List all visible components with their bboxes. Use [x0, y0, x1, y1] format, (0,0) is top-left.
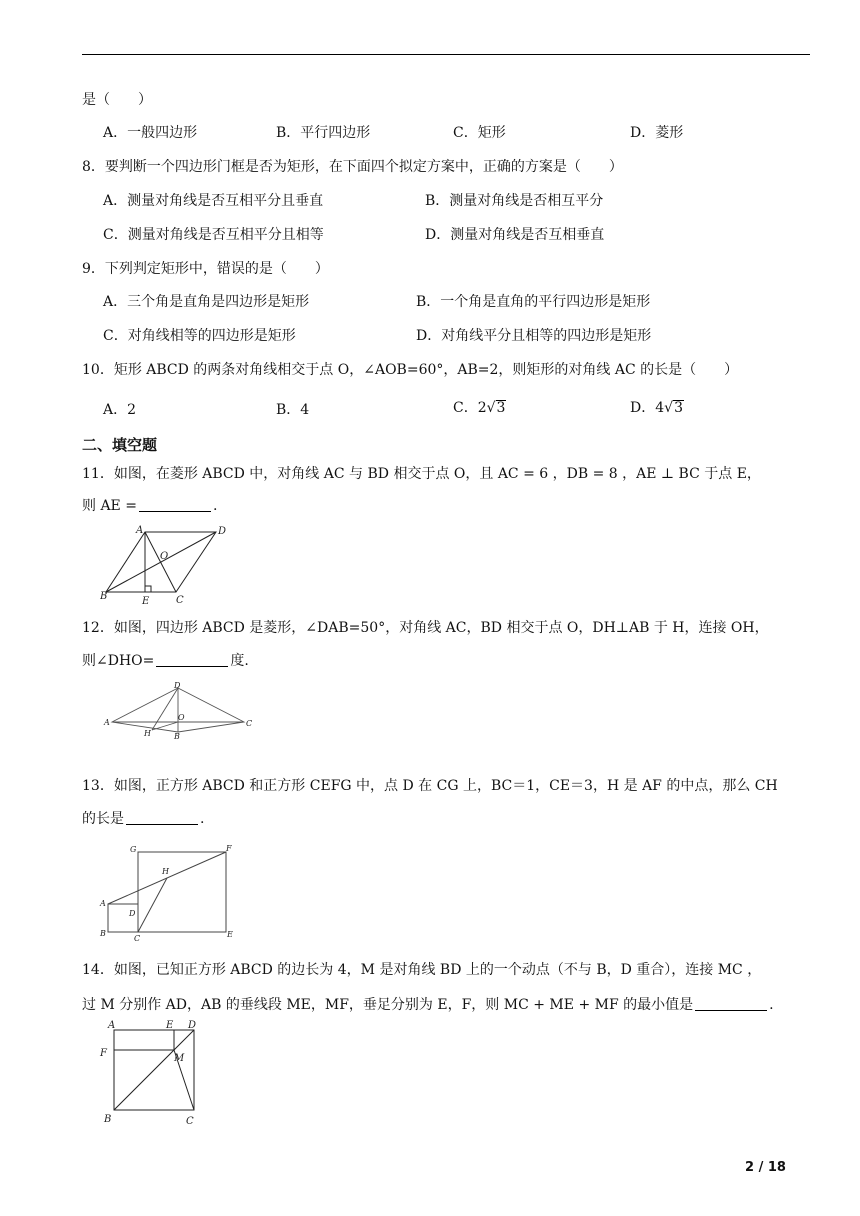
q13-answer-blank [126, 810, 198, 825]
q9-option-a: A．三个角是直角是四边形是矩形 [103, 294, 310, 310]
q9-option-c: C．对角线相等的四边形是矩形 [103, 328, 296, 344]
q14-diagonal-bd [114, 1030, 194, 1110]
q10-option-d: D．4√3 [630, 400, 683, 416]
q10-stem: 10．矩形 ABCD 的两条对角线相交于点 O，∠AOB=60°，AB=2，则矩形的对角线 AC 的长是（ ） [82, 362, 739, 378]
q14-line1: 14．如图，已知正方形 ABCD 的边长为 4，M 是对角线 BD 上的一个动点（不与 B，D 重合），连接 MC ， [82, 962, 762, 978]
q13-figure [96, 840, 246, 944]
q8-stem: 8．要判断一个四边形门框是否为矩形，在下面四个拟定方案中，正确的方案是（ ） [82, 159, 623, 175]
q11-figure [100, 524, 230, 608]
q11-label-c: C [176, 595, 184, 606]
q14-label-b: B [104, 1114, 112, 1125]
q14-answer-blank [695, 996, 767, 1011]
q12-answer-blank [156, 652, 228, 667]
q14-line2: 过 M 分别作 AD，AB 的垂线段 ME，MF，垂足分别为 E，F，则 MC + ME + MF 的最小值是 . [82, 997, 774, 1013]
q10-option-d-radicand: 3 [674, 400, 683, 416]
q11-answer-blank [139, 497, 211, 512]
q8-option-c: C．测量对角线是否互相平分且相等 [103, 227, 324, 243]
q13-square-cefg [138, 852, 226, 932]
q12-figure [100, 680, 260, 740]
q13-label-d: D [129, 909, 136, 918]
q12-label-h: H [144, 729, 151, 738]
q8-option-b: B．测量对角线是否相互平分 [425, 193, 604, 209]
q11-label-b: B [100, 591, 108, 602]
q11-label-a: A [136, 525, 144, 536]
q13-segment-ch [138, 878, 167, 932]
q11-line1: 11．如图，在菱形 ABCD 中，对角线 AC 与 BD 相交于点 O，且 AC = 6 ，DB = 8 ，AE ⊥ BC 于点 E， [82, 466, 761, 482]
q11-right-angle-mark [145, 586, 151, 592]
q14-figure [98, 1016, 210, 1128]
q10-option-c-radicand: 3 [496, 400, 506, 416]
q13-label-c: C [134, 934, 141, 943]
q13-line2: 的长是 . [82, 811, 205, 827]
q7-option-c: C．矩形 [453, 125, 506, 141]
header-rule [82, 54, 810, 55]
q7-option-a: A．一般四边形 [103, 125, 198, 141]
q14-label-d: D [188, 1020, 197, 1031]
q10-option-a: A．2 [103, 402, 137, 418]
q13-label-f: F [226, 844, 232, 853]
q8-option-d: D．测量对角线是否互相垂直 [425, 227, 605, 243]
q12-label-a: A [104, 718, 110, 727]
q13-label-e: E [227, 930, 233, 939]
q13-label-b: B [100, 929, 106, 938]
q14-label-a: A [108, 1020, 116, 1031]
q11-label-d: D [218, 526, 227, 537]
q11-line2: 则 AE = . [82, 498, 218, 514]
q14-label-m: M [174, 1053, 185, 1064]
q13-label-a: A [100, 899, 106, 908]
q10-option-b: B．4 [276, 402, 310, 418]
q14-label-c: C [186, 1116, 194, 1127]
q11-label-o: O [160, 551, 169, 562]
section-title-fill-in: 二、填空题 [82, 436, 158, 454]
q14-label-f: F [100, 1048, 107, 1059]
q13-label-h: H [162, 867, 169, 876]
q11-label-e: E [142, 596, 150, 607]
q7-option-d: D．菱形 [630, 125, 684, 141]
q7-tail: 是（ ） [82, 92, 152, 108]
q10-option-c: C．2√3 [453, 400, 506, 416]
q12-label-d: D [174, 681, 181, 690]
q9-option-b: B．一个角是直角的平行四边形是矩形 [416, 294, 651, 310]
q8-option-a: A．测量对角线是否互相平分且垂直 [103, 193, 324, 209]
q13-line1: 13．如图，正方形 ABCD 和正方形 CEFG 中，点 D 在 CG 上，BC＝1，CE＝3，H 是 AF 的中点，那么 CH [82, 778, 778, 794]
q12-line2: 则∠DHO= 度. [82, 653, 249, 669]
q7-option-b: B．平行四边形 [276, 125, 371, 141]
q12-label-b: B [174, 732, 180, 740]
q13-label-g: G [130, 845, 137, 854]
q12-line1: 12．如图，四边形 ABCD 是菱形，∠DAB=50°，对角线 AC，BD 相交于点 O，DH⊥AB 于 H，连接 OH， [82, 620, 769, 636]
q9-option-d: D．对角线平分且相等的四边形是矩形 [416, 328, 652, 344]
q12-label-o: O [178, 713, 185, 722]
q9-stem: 9．下列判定矩形中，错误的是（ ） [82, 261, 329, 277]
q12-label-c: C [246, 719, 253, 728]
q11-diagonal-bd [106, 532, 216, 592]
page-number: 2 / 18 [745, 1160, 786, 1175]
q14-label-e: E [166, 1020, 174, 1031]
